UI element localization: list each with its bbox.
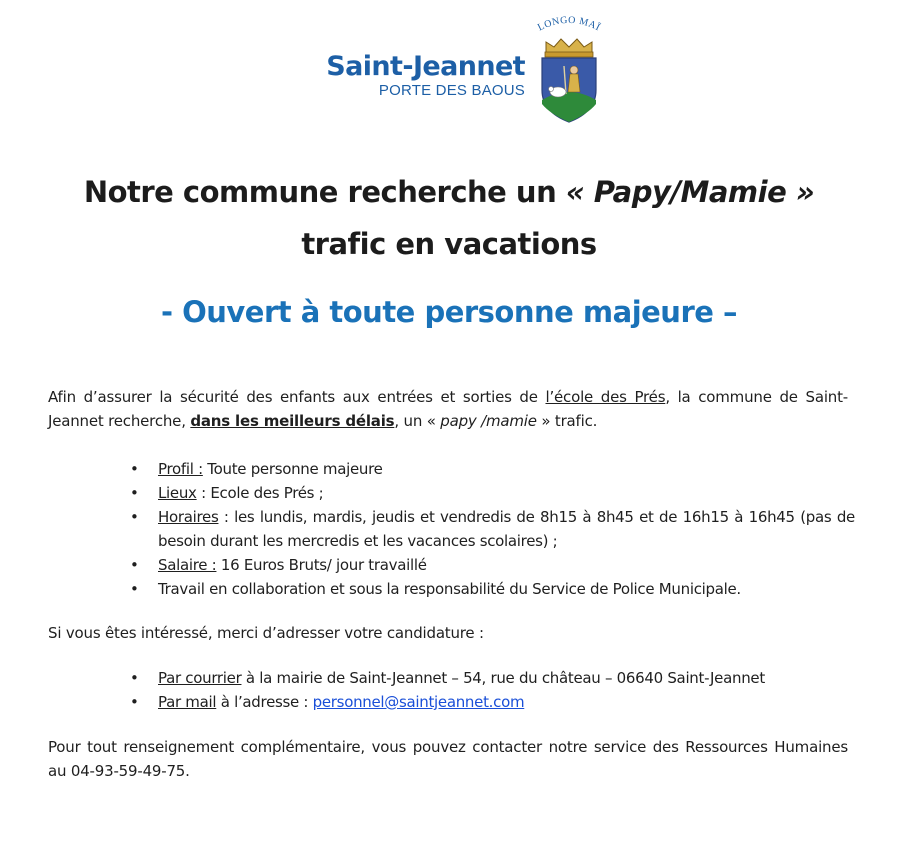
list-item — [110, 481, 855, 505]
email-link[interactable]: personnel@saintjeannet.com — [312, 693, 525, 711]
apply-method-label: Par mail — [158, 693, 217, 711]
list-item — [110, 505, 855, 553]
contact-paragraph: Pour tout renseignement complémentaire, vous pouvez contacter notre service des Ressources Humaines au 04-93-59-49-75. — [48, 738, 848, 780]
svg-text:LONGO MAÏ — [536, 15, 603, 34]
title-prefix: Notre commune recherche un — [83, 175, 566, 209]
apply-methods-list — [110, 666, 855, 714]
crest-motto: LONGO MAÏ — [536, 14, 603, 34]
intro-text: , la commune de Saint-Jeannet recherche, — [48, 388, 848, 430]
list-item — [110, 457, 855, 481]
apply-intro: Si vous êtes intéressé, merci d’adresser votre candidature : — [48, 624, 484, 642]
school-name: l’école des Prés — [545, 388, 666, 406]
bullet-icon: • — [130, 693, 139, 711]
apply-method-label: Par courrier — [158, 669, 242, 687]
job-details-list — [110, 457, 855, 601]
detail-label: Horaires — [158, 508, 219, 526]
title-line-2: trafic en vacations — [301, 227, 597, 261]
detail-text: : Ecole des Prés ; — [196, 484, 324, 502]
intro-paragraph — [48, 385, 848, 433]
title-emphasis: « Papy/Mamie » — [565, 175, 815, 209]
title-line-1 — [0, 166, 898, 218]
bullet-icon: • — [130, 508, 139, 526]
page-title — [0, 166, 898, 270]
intro-text: , un « — [394, 412, 441, 430]
detail-text: 16 Euros Bruts/ jour travaillé — [216, 556, 427, 574]
town-crest-icon — [528, 14, 610, 126]
apply-method-text: à l’adresse : — [216, 693, 313, 711]
intro-text: » trafic. — [536, 412, 598, 430]
brand-name: Saint-Jeannet — [326, 51, 525, 82]
list-item — [110, 577, 855, 601]
detail-label: Lieux — [158, 484, 197, 502]
apply-method-text: à la mairie de Saint-Jeannet – 54, rue du château – 06640 Saint-Jeannet — [241, 669, 765, 687]
bullet-icon: • — [130, 460, 139, 478]
bullet-icon: • — [130, 556, 139, 574]
bullet-icon: • — [130, 484, 139, 502]
intro-text: Afin d’assurer la sécurité des enfants aux entrées et sorties de — [48, 388, 546, 406]
detail-text: Travail en collaboration et sous la responsabilité du Service de Police Municipale. — [158, 580, 741, 598]
role-text: papy /mamie — [440, 412, 537, 430]
brand-tagline: PORTE DES BAOUS — [378, 82, 525, 99]
detail-text: Toute personne majeure — [202, 460, 383, 478]
urgency-text: dans les meilleurs délais — [190, 412, 395, 430]
detail-label: Profil : — [158, 460, 203, 478]
header — [300, 14, 620, 126]
list-item — [110, 690, 855, 714]
bullet-icon: • — [130, 580, 139, 598]
detail-label: Salaire : — [158, 556, 217, 574]
list-item — [110, 553, 855, 577]
bullet-icon: • — [130, 669, 139, 687]
page-subtitle: - Ouvert à toute personne majeure – — [160, 295, 738, 329]
list-item — [110, 666, 855, 690]
detail-text: : les lundis, mardis, jeudis et vendredis de 8h15 à 8h45 et de 16h15 à 16h45 (pas de besoin durant les mercredis et les vacances scolaires) ; — [158, 508, 855, 550]
brand-logo-text — [300, 52, 525, 99]
